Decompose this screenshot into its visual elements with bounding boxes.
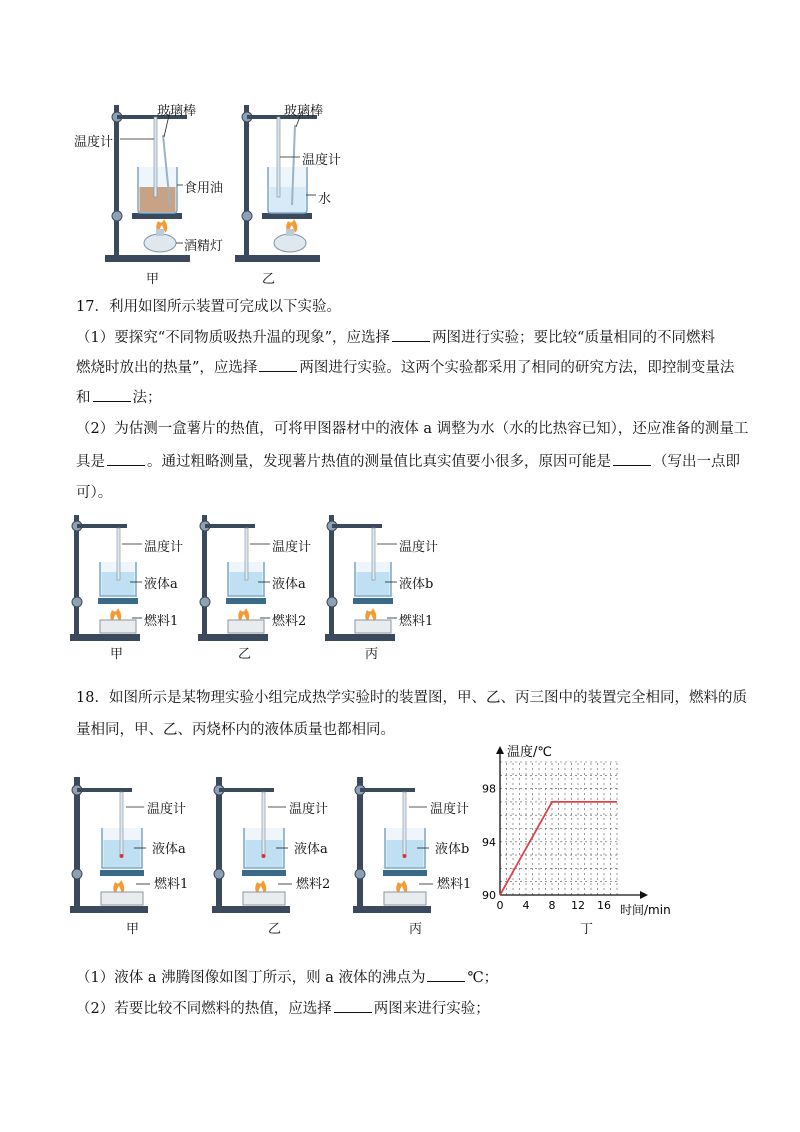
bottom-apparatus-figure	[70, 772, 490, 917]
blank-7[interactable]	[334, 998, 372, 1013]
q17-part2-line3: 可）。	[76, 485, 113, 501]
y-axis-arrow	[496, 746, 504, 754]
label-stir-rod-1: 玻璃棒	[157, 104, 197, 119]
bot-yi-fuel: 燃料2	[296, 877, 331, 892]
q17-part1-line3: 和 法；	[76, 387, 736, 408]
bot-yi-thermometer: 温度计	[289, 802, 329, 817]
mid-caption-yi: 乙	[238, 647, 252, 662]
q18-sub2: （2）若要比较不同燃料的热值，应选择 两图来进行实验；	[76, 998, 736, 1019]
bot-yi-liquid: 液体a	[294, 842, 328, 857]
x-axis-label: 时间/min	[620, 903, 671, 917]
bot-bing-liquid: 液体b	[435, 842, 470, 857]
label-thermometer-1: 温度计	[74, 135, 114, 150]
caption-yi-top: 乙	[262, 272, 276, 287]
boiling-curve-chart	[470, 740, 710, 940]
bot-bing-thermometer: 温度计	[430, 802, 470, 817]
caption-jia-top: 甲	[146, 272, 160, 287]
label-water: 水	[318, 192, 332, 207]
mid-jia-thermometer: 温度计	[144, 540, 184, 555]
label-cooking-oil: 食用油	[184, 181, 224, 196]
bot-jia-fuel: 燃料1	[154, 877, 189, 892]
caption-ding: 丁	[580, 922, 594, 937]
bot-jia-liquid: 液体a	[152, 842, 186, 857]
y-tick-label: 90	[482, 889, 496, 902]
label-alcohol-lamp: 酒精灯	[184, 239, 224, 254]
mid-yi-thermometer: 温度计	[272, 540, 312, 555]
q17-part2-line1: （2）为估测一盒薯片的热值，可将甲图器材中的液体 a 调整为水（水的比热容已知），还应准备的测量工	[76, 421, 749, 437]
q17-title: 17．利用如图所示装置可完成以下实验。	[76, 299, 341, 315]
label-thermometer-2: 温度计	[302, 153, 342, 168]
x-tick-label: 0	[496, 899, 504, 912]
bot-jia-thermometer: 温度计	[147, 802, 187, 817]
mid-bing-fuel: 燃料1	[399, 614, 434, 629]
q18-line2: 量相同，甲、乙、丙烧杯内的液体质量也都相同。	[76, 722, 395, 738]
q17-part1-line2: 燃烧时放出的热量”，应选择 两图进行实验。这两个实验都采用了相同的研究方法，即控制变量法	[76, 357, 736, 378]
y-tick-label: 98	[482, 782, 496, 796]
mid-yi-liquid: 液体a	[272, 577, 306, 592]
bot-caption-bing: 丙	[409, 922, 423, 937]
mid-caption-jia: 甲	[110, 647, 124, 662]
q17-part2-line2: 具是 。通过粗略测量，发现薯片热值的测量值比真实值要小很多，原因可能是 （写出一点即	[76, 451, 736, 472]
mid-jia-fuel: 燃料1	[144, 614, 179, 629]
q17-part1-line1: （1）要探究“不同物质吸热升温的现象”，应选择 两图进行实验；要比较“质量相同的不同燃料	[76, 327, 736, 348]
blank-4[interactable]	[107, 451, 145, 466]
blank-1[interactable]	[392, 327, 430, 342]
setup-jia-top	[105, 105, 190, 262]
mid-yi-fuel: 燃料2	[272, 614, 307, 629]
x-tick-label: 16	[597, 899, 611, 912]
mid-caption-bing: 丙	[365, 647, 379, 662]
label-stir-rod-2: 玻璃棒	[284, 104, 324, 119]
y-tick-label: 94	[482, 835, 496, 849]
x-tick-label: 4	[522, 899, 530, 912]
mid-bing-liquid: 液体b	[399, 577, 434, 592]
setup-yi-top	[235, 105, 320, 262]
y-axis-label: 温度/℃	[507, 745, 552, 760]
mid-jia-liquid: 液体a	[144, 577, 178, 592]
bot-caption-jia: 甲	[126, 922, 140, 937]
blank-3[interactable]	[93, 387, 131, 402]
x-tick-label: 8	[548, 899, 556, 912]
chart-grid	[500, 762, 617, 895]
q18-sub1: （1）液体 a 沸腾图像如图丁所示，则 a 液体的沸点为 ℃；	[76, 967, 736, 988]
q18-line1: 18．如图所示是某物理实验小组完成热学实验时的装置图，甲、乙、丙三图中的装置完全相同，燃料的质	[76, 690, 747, 706]
mid-bing-thermometer: 温度计	[399, 540, 439, 555]
bot-bing-fuel: 燃料1	[437, 877, 472, 892]
blank-5[interactable]	[613, 451, 651, 466]
x-tick-label: 12	[571, 899, 585, 912]
blank-6[interactable]	[427, 967, 465, 982]
bot-caption-yi: 乙	[268, 922, 282, 937]
blank-2[interactable]	[259, 357, 297, 372]
x-axis-arrow	[640, 891, 648, 899]
